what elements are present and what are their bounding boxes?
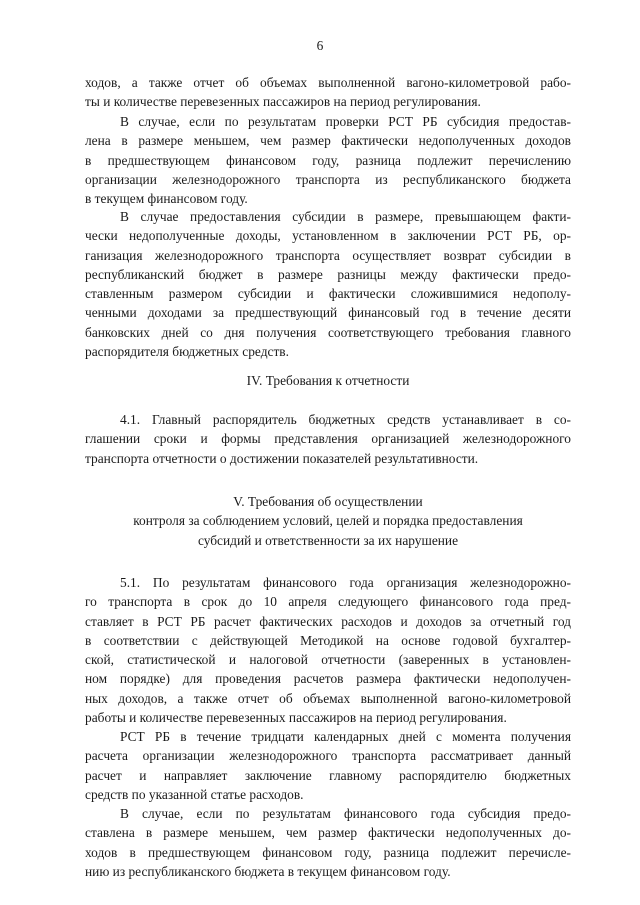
text-line: В случае, если по результатам проверки РСТ РБ субсидия предостав- [120, 114, 571, 129]
text-line: организации железнодорожного транспорта из республиканского бюджета [85, 171, 571, 187]
paragraph-7 [85, 804, 571, 881]
text-line: расчет и направляет заключение главному распорядителю бюджетных [85, 767, 571, 783]
text-line: РСТ РБ в течение тридцати календарных дней с момента получения [120, 729, 571, 744]
text-line: республиканский бюджет в размере разницы между фактически предо- [85, 266, 571, 282]
paragraph-3 [85, 207, 571, 361]
text-line: лена в размере меньшем, чем размер фактически недополученных доходов [85, 133, 571, 149]
heading-line: V. Требования об осуществлении [233, 494, 423, 509]
text-line: ской, статистической и налоговой отчетности (заверенных в установлен- [85, 652, 571, 668]
text-line: ченными доходами за предшествующий финансовый год в течение десяти [85, 305, 571, 321]
text-line: 4.1. Главный распорядитель бюджетных средств устанавливает в со- [120, 412, 571, 427]
text-line: ставлена в размере меньшем, чем размер фактически недополученных до- [85, 825, 571, 841]
text-line: глашении сроки и формы представления организацией железнодорожного [85, 431, 571, 447]
text-line: ставляет в РСТ РБ расчет фактических расходов и доходов за отчетный год [85, 613, 571, 629]
text-line: ходов, а также отчет об объемах выполненной вагоно-километровой рабо- [85, 75, 571, 90]
text-line: работы и количестве перевезенных пассажиров на период регулирования. [85, 710, 507, 726]
heading-line: контроля за соблюдением условий, целей и порядка предоставления [133, 513, 523, 529]
page-number: 6 [316, 38, 324, 53]
text-line: В случае предоставления субсидии в размере, превышающем факти- [120, 209, 571, 224]
text-line: транспорта отчетности о достижении показателей результативности. [85, 450, 479, 466]
text-line: ных доходов, а также отчет об объемах выполненной вагоно-километровой [85, 690, 571, 706]
heading-line: IV. Требования к отчетности [246, 373, 410, 388]
text-line: чески недополученные доходы, установленном в заключении РСТ РБ, ор- [85, 228, 571, 244]
text-line: нию из республиканского бюджета в текущем финансовом году. [85, 863, 451, 879]
text-line: в текущем финансовом году. [85, 191, 248, 207]
section-heading-v [85, 492, 571, 550]
heading-line: субсидий и ответственности за их нарушение [197, 532, 459, 548]
text-line: 5.1. По результатам финансового года организация железнодорожно- [120, 575, 571, 590]
text-line: в соответствии с действующей Методикой на основе годовой бухгалтер- [85, 632, 571, 648]
text-line: В случае, если по результатам финансового года субсидия предо- [120, 806, 571, 821]
text-line: расчета организации железнодорожного транспорта рассматривает данный [85, 748, 571, 764]
text-line: средств по указанной статье расходов. [85, 786, 304, 802]
text-line: банковских дней со дня получения соответствующего требования главного [85, 324, 571, 340]
paragraph-6 [85, 727, 571, 804]
text-line: распорядителя бюджетных средств. [85, 344, 289, 360]
text-line: ном порядке) для проведения расчетов размера фактически недополучен- [85, 671, 571, 687]
paragraph-5-1 [85, 573, 571, 727]
section-heading-iv [85, 371, 571, 390]
text-line: ты и количестве перевезенных пассажиров на период регулирования. [85, 94, 481, 110]
text-line: ходов в предшествующем финансовом году, разница подлежит перечисле- [85, 844, 571, 860]
text-line: в предшествующем финансовом году, разница подлежит перечислению [85, 152, 571, 168]
paragraph-2 [85, 112, 571, 208]
paragraph-4-1 [85, 410, 571, 468]
paragraph-1 [85, 73, 571, 112]
text-line: ганизация железнодорожного транспорта осуществляет возврат субсидии в [85, 247, 571, 263]
text-line: го транспорта в срок до 10 апреля следующего финансового года пред- [85, 594, 571, 610]
text-line: ставленным размером субсидии и фактически сложившимися недополу- [85, 286, 571, 302]
